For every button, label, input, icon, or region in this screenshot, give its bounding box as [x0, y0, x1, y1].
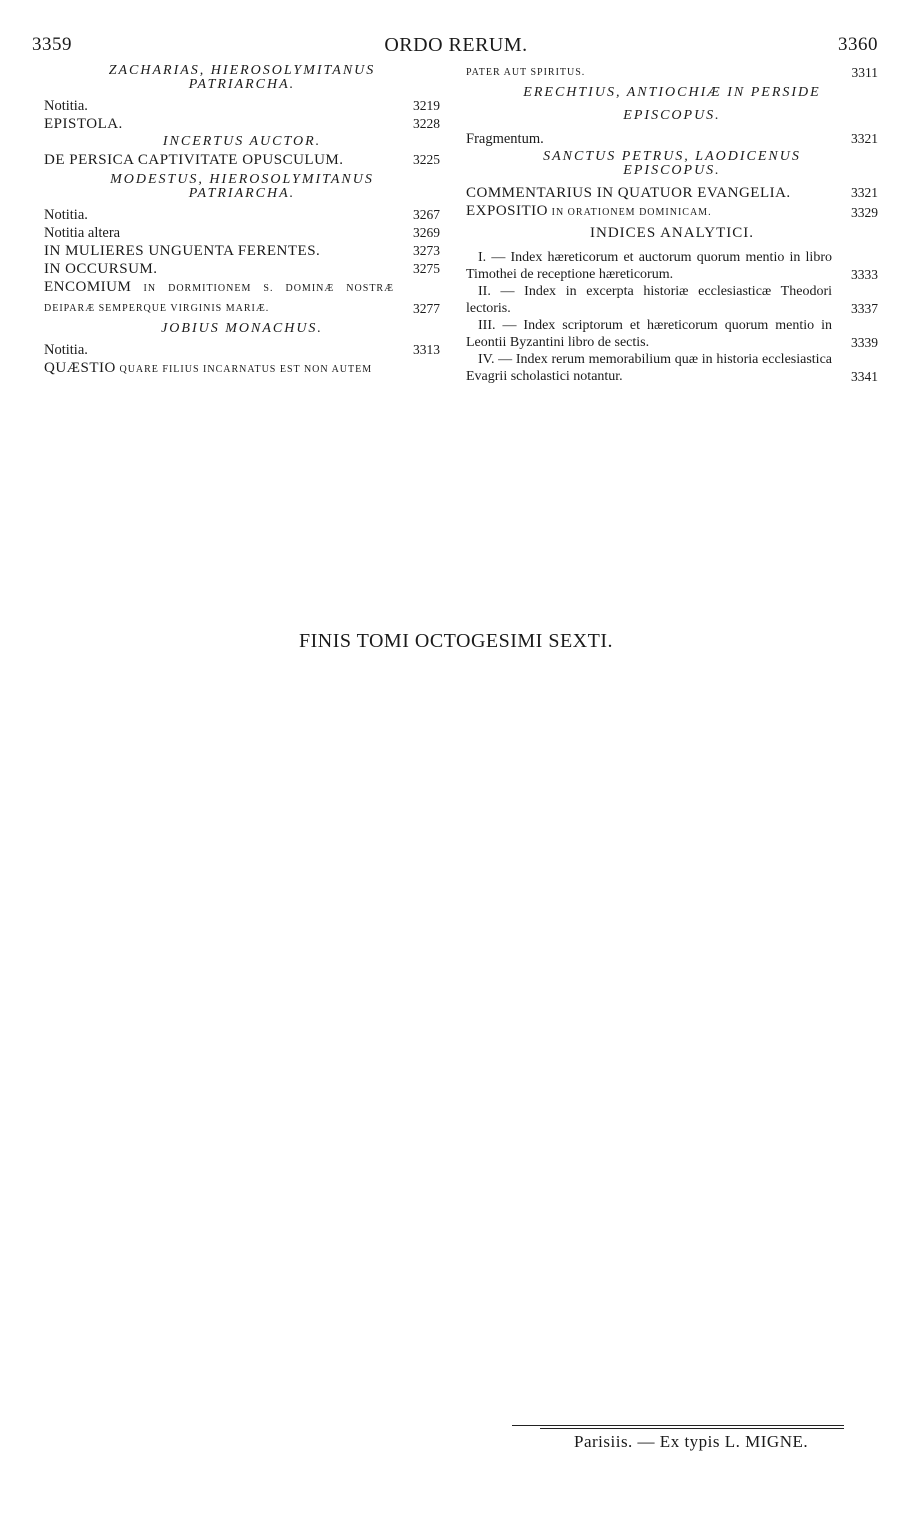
toc-entry: [44, 359, 440, 379]
toc-entry: [44, 206, 440, 224]
entry-page: 3277: [413, 301, 440, 316]
entry-title: III. — Index scriptorum et hæreticorum quorum mentio in Leontii Byzantini libro de sectis.: [466, 318, 832, 350]
author-heading-subline: PATRIARCHA.: [188, 186, 296, 201]
finis-line: FINIS TOMI OCTOGESIMI SEXTI.: [298, 630, 614, 652]
entry-page: 3228: [413, 116, 440, 131]
toc-entry: [466, 184, 878, 202]
entry-title: QUÆSTIO: [44, 360, 116, 376]
entry-title: EPISTOLA.: [44, 116, 123, 132]
section-heading: INDICES ANALYTICI.: [590, 225, 754, 241]
entry-title: PATER AUT SPIRITUS.: [466, 67, 586, 78]
entry-title: II. — Index in excerpta historiæ ecclesiasticæ Theodori lectoris.: [466, 284, 832, 316]
entry-page: 3329: [851, 205, 878, 220]
left-page-number: 3359: [32, 34, 72, 55]
entry-page: 3269: [413, 225, 440, 240]
entry-page: 3313: [413, 342, 440, 357]
toc-entry: [466, 64, 878, 82]
author-heading: INCERTUS AUCTOR.: [162, 134, 322, 149]
entry-page: 3333: [851, 267, 878, 282]
author-heading-subline: PATRIARCHA.: [188, 77, 296, 92]
imprint: Parisiis. — Ex typis L. MIGNE.: [574, 1432, 809, 1451]
author-heading: ZACHARIAS, HIEROSOLYMITANUS: [108, 63, 376, 78]
entry-page: 3321: [851, 185, 878, 200]
entry-title: EXPOSITIO: [466, 203, 548, 219]
entry-page: 3321: [851, 131, 878, 146]
toc-entry: [466, 202, 878, 222]
toc-entry: [466, 130, 878, 148]
author-heading: JOBIUS MONACHUS.: [161, 321, 323, 336]
entry-title: Notitia.: [44, 207, 88, 223]
entry-title: IN OCCURSUM.: [44, 261, 158, 277]
entry-page: 3219: [413, 98, 440, 113]
entry-title: Notitia.: [44, 342, 88, 358]
index-entry: [466, 317, 878, 351]
index-entry: [466, 249, 878, 283]
right-column: [466, 64, 878, 385]
author-heading: ERECHTIUS, ANTIOCHIÆ IN PERSIDE: [523, 85, 821, 100]
entry-page: 3275: [413, 261, 440, 276]
author-heading-subline: EPISCOPUS.: [623, 163, 721, 178]
entry-title-rest: QUARE FILIUS INCARNATUS EST NON AUTEM: [119, 364, 373, 375]
entry-title: IN MULIERES UNGUENTA FERENTES.: [44, 243, 321, 259]
entry-page: 3267: [413, 207, 440, 222]
entry-title: DE PERSICA CAPTIVITATE OPUSCULUM.: [44, 152, 344, 168]
entry-page: 3337: [851, 301, 878, 316]
toc-entry: [44, 278, 440, 318]
author-heading: MODESTUS, HIEROSOLYMITANUS: [110, 172, 374, 187]
running-title: ORDO RERUM.: [384, 34, 528, 56]
entry-title: ENCOMIUM: [44, 279, 132, 295]
left-column: [44, 64, 440, 379]
toc-entry: [44, 115, 440, 133]
index-entry: [466, 351, 878, 385]
toc-entry: [44, 97, 440, 115]
entry-title: COMMENTARIUS IN QUATUOR EVANGELIA.: [466, 185, 791, 201]
imprint-rule: [540, 1428, 844, 1429]
toc-entry: [44, 151, 440, 169]
entry-page: 3311: [851, 65, 878, 80]
entry-page: 3341: [851, 369, 878, 384]
entry-title: I. — Index hæreticorum et auctorum quorum mentio in libro Timothei de receptione hæreticorum.: [466, 250, 832, 282]
right-page-number: 3360: [838, 34, 878, 55]
toc-entry: [44, 224, 440, 242]
toc-entry: [44, 260, 440, 278]
author-heading-subline: EPISCOPUS.: [623, 108, 721, 123]
toc-entry: [44, 341, 440, 359]
entry-title: Notitia altera: [44, 225, 121, 241]
author-heading: SANCTUS PETRUS, LAODICENUS: [543, 149, 801, 164]
index-entry: [466, 283, 878, 317]
entry-title-rest: IN ORATIONEM DOMINICAM.: [551, 207, 712, 218]
entry-title: Notitia.: [44, 98, 88, 114]
imprint-rule: [512, 1425, 844, 1426]
entry-page: 3273: [413, 243, 440, 258]
toc-entry: [44, 242, 440, 260]
entry-title-rest: IN DORMITIONEM S. DOMINÆ NOSTRÆ DEIPARÆ SEMPERQUE VIRGINIS MARIÆ.: [44, 283, 394, 314]
entry-title: Fragmentum.: [466, 131, 544, 147]
entry-page: 3339: [851, 335, 878, 350]
entry-page: 3225: [413, 152, 440, 167]
entry-title: IV. — Index rerum memorabilium quæ in historia ecclesiastica Evagrii scholastici notantur.: [466, 352, 832, 384]
